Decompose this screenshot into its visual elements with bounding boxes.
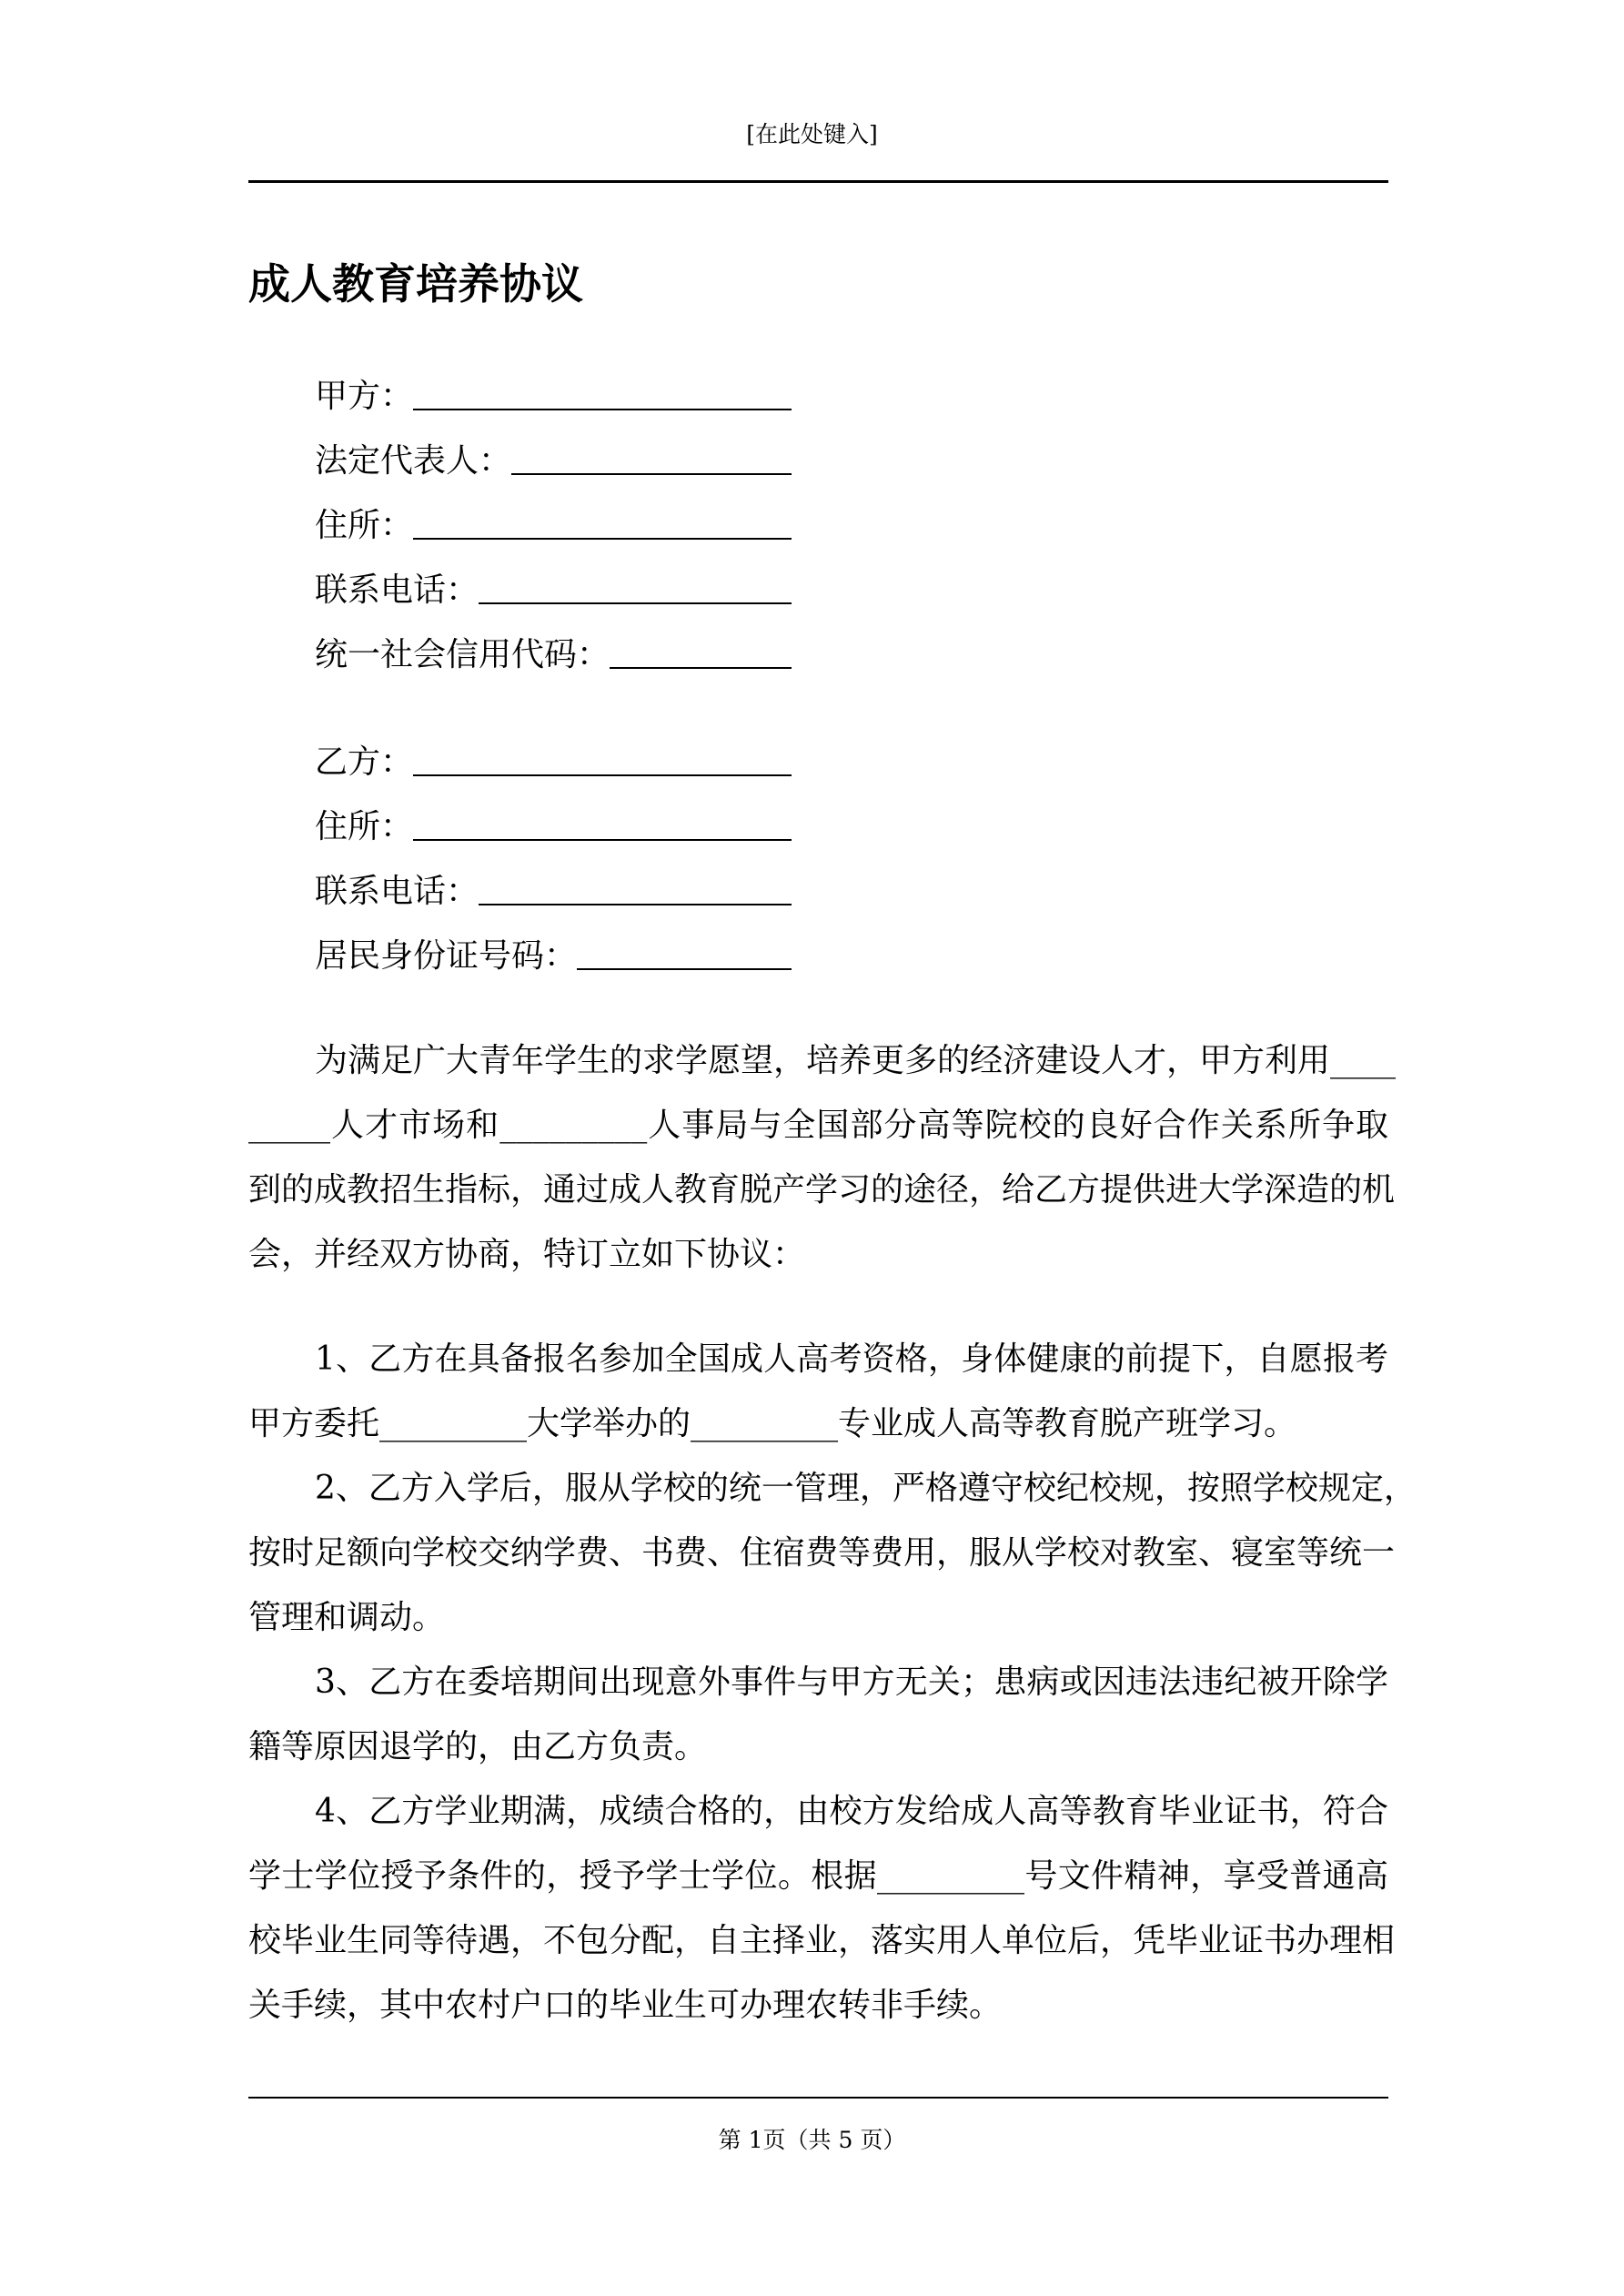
field-label: 住所： <box>315 507 414 544</box>
text-line: 1、乙方在具备报名参加全国成人高考资格，身体健康的前提下，自愿报考 <box>315 1340 1388 1378</box>
clause-2 <box>248 1456 1417 1650</box>
text-line: _____人才市场和_________人事局与全国部分高等院校的良好合作关系所争取 <box>248 1107 1388 1144</box>
field-label: 乙方： <box>315 743 414 781</box>
field-label: 联系电话： <box>315 571 479 609</box>
blank-line[interactable] <box>577 950 792 970</box>
credit-code-field[interactable] <box>315 622 792 687</box>
clause-4 <box>248 1779 1396 2038</box>
party-b-block <box>248 730 1388 988</box>
blank-line[interactable] <box>479 885 792 905</box>
text-line: 籍等原因退学的，由乙方负责。 <box>248 1728 708 1765</box>
party-b-phone-field[interactable] <box>315 859 792 924</box>
legal-rep-field[interactable] <box>315 429 792 493</box>
field-label: 统一社会信用代码： <box>315 636 610 673</box>
blank-line[interactable] <box>413 821 792 841</box>
blank-line[interactable] <box>511 455 792 475</box>
text-line: 2、乙方入学后，服从学校的统一管理，严格遵守校纪校规，按照学校规定， <box>315 1470 1417 1507</box>
clause-1 <box>248 1327 1417 2038</box>
text-line: 3、乙方在委培期间出现意外事件与甲方无关；患病或因违法违纪被开除学 <box>315 1664 1388 1701</box>
intro-paragraph <box>248 1028 1397 1287</box>
text-line: 关手续，其中农村户口的毕业生可办理农转非手续。 <box>248 1987 1003 2024</box>
text-line: 学士学位授予条件的，授予学士学位。根据_________号文件精神，享受普通高 <box>248 1857 1388 1895</box>
text-line: 会，并经双方协商，特订立如下协议： <box>248 1236 806 1273</box>
id-number-field[interactable] <box>315 924 792 988</box>
clause-3 <box>248 1650 1388 1779</box>
blank-line[interactable] <box>610 649 792 669</box>
field-label: 住所： <box>315 808 414 845</box>
footer-rule <box>248 2097 1388 2099</box>
blank-line[interactable] <box>413 390 792 410</box>
text-line: 管理和调动。 <box>248 1599 446 1636</box>
text-line: 4、乙方学业期满，成绩合格的，由校方发给成人高等教育毕业证书，符合 <box>315 1793 1388 1830</box>
page-footer: 第 1页（共 5 页） <box>718 2127 906 2153</box>
party-a-name-field[interactable] <box>315 364 792 429</box>
blank-line[interactable] <box>413 520 792 540</box>
blank-line[interactable] <box>413 756 792 776</box>
field-label: 甲方： <box>315 378 414 415</box>
document-title: 成人教育培养协议 <box>248 259 583 308</box>
party-a-address-field[interactable] <box>315 493 792 558</box>
text-line: 校毕业生同等待遇，不包分配，自主择业，落实用人单位后，凭毕业证书办理相 <box>248 1922 1396 1959</box>
text-line: 甲方委托_________大学举办的_________专业成人高等教育脱产班学习。 <box>248 1405 1297 1442</box>
header-rule <box>248 180 1388 183</box>
party-b-address-field[interactable] <box>315 794 792 859</box>
text-line: 到的成教招生指标，通过成人教育脱产学习的途径，给乙方提供进大学深造的机 <box>248 1171 1396 1209</box>
party-a-block <box>248 364 1388 687</box>
text-line: 为满足广大青年学生的求学愿望，培养更多的经济建设人才，甲方利用____ <box>315 1042 1397 1079</box>
blank-line[interactable] <box>479 584 792 604</box>
text-line: 按时足额向学校交纳学费、书费、住宿费等费用，服从学校对教室、寝室等统一 <box>248 1534 1396 1572</box>
field-label: 法定代表人： <box>315 442 512 480</box>
party-a-phone-field[interactable] <box>315 558 792 622</box>
party-b-name-field[interactable] <box>315 730 792 794</box>
page-header: [在此处键入] <box>746 121 878 147</box>
field-label: 居民身份证号码： <box>315 937 578 975</box>
field-label: 联系电话： <box>315 873 479 910</box>
